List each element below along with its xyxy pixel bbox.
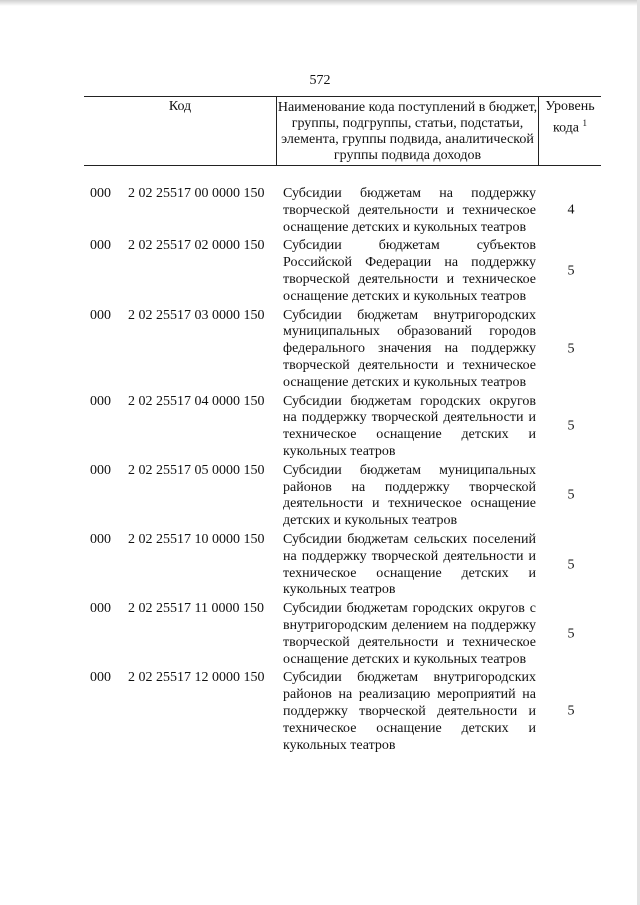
code-level: 5 — [567, 557, 575, 573]
income-name: Субсидии бюджетам сельских поселений на поддержку творческой деятельности и техническое оснащение детских и кукольных театров — [283, 531, 536, 598]
admin-code: 000 — [90, 462, 111, 478]
income-code: 2 02 25517 04 0000 150 — [128, 393, 265, 409]
admin-code: 000 — [90, 601, 111, 617]
income-name: Субсидии бюджетам муниципальных районов на поддержку творческой деятельности и техническое оснащение детских и кукольных театров — [283, 462, 536, 529]
table-row — [0, 670, 640, 754]
header-level-footnote: 1 — [582, 118, 588, 128]
admin-code: 000 — [90, 186, 111, 201]
admin-code: 000 — [90, 307, 111, 323]
header-name: Наименование кода поступлений в бюджет, группы, подгруппы, статьи, подстатьи, элемента, группы подвида, аналитической группы подвида доходов — [276, 97, 539, 165]
code-level: 5 — [567, 703, 575, 719]
admin-code: 000 — [90, 238, 111, 254]
income-name: Субсидии бюджетам городских округов на поддержку творческой деятельности и техническое оснащение детских и кукольных театров — [283, 393, 536, 459]
header-code: Код — [168, 99, 192, 114]
income-name: Субсидии бюджетам на поддержку творческой деятельности и техническое оснащение детских и кукольных театров — [283, 186, 536, 235]
table-row — [0, 186, 640, 236]
table-row — [0, 308, 640, 392]
table-row — [0, 238, 640, 305]
income-name: Субсидии бюджетам внутригородских районов на реализацию мероприятий на поддержку творческой деятельности и техническое оснащение детских и кукольных театров — [283, 670, 536, 753]
scan-top-edge — [0, 0, 640, 6]
code-level: 5 — [567, 341, 575, 357]
table-row — [0, 394, 640, 461]
income-code: 2 02 25517 10 0000 150 — [128, 531, 265, 547]
header-level — [539, 97, 601, 165]
table-row — [0, 601, 640, 668]
income-name: Субсидии бюджетам городских округов с внутригородским делением на поддержку творческой деятельности и техническое оснащение детских и кукольных театров — [283, 601, 536, 667]
code-level: 5 — [567, 418, 575, 434]
income-code: 2 02 25517 11 0000 150 — [128, 601, 264, 617]
code-level: 5 — [567, 487, 575, 503]
income-code: 2 02 25517 05 0000 150 — [128, 462, 265, 478]
table-body — [0, 186, 640, 756]
income-code: 2 02 25517 02 0000 150 — [128, 238, 265, 254]
income-code: 2 02 25517 12 0000 150 — [128, 670, 265, 686]
code-level: 5 — [567, 263, 575, 279]
page-number: 572 — [309, 73, 331, 88]
table-row — [0, 463, 640, 530]
admin-code: 000 — [90, 393, 111, 409]
income-code: 2 02 25517 03 0000 150 — [128, 307, 265, 323]
income-name: Субсидии бюджетам субъектов Российской Федерации на поддержку творческой деятельности и техническое оснащение детских и кукольных театров — [283, 238, 536, 304]
code-level: 4 — [567, 202, 575, 218]
admin-code: 000 — [90, 670, 111, 686]
income-name: Субсидии бюджетам внутригородских муниципальных образований городов федерального значения на поддержку творческой деятельности и техническое оснащение детских и кукольных театров — [283, 307, 536, 390]
header-level-label: Уровень кода — [545, 99, 595, 136]
admin-code: 000 — [90, 531, 111, 547]
table-header — [84, 96, 601, 166]
code-level: 5 — [567, 626, 575, 642]
table-row — [0, 532, 640, 599]
income-code: 2 02 25517 00 0000 150 — [128, 186, 265, 201]
